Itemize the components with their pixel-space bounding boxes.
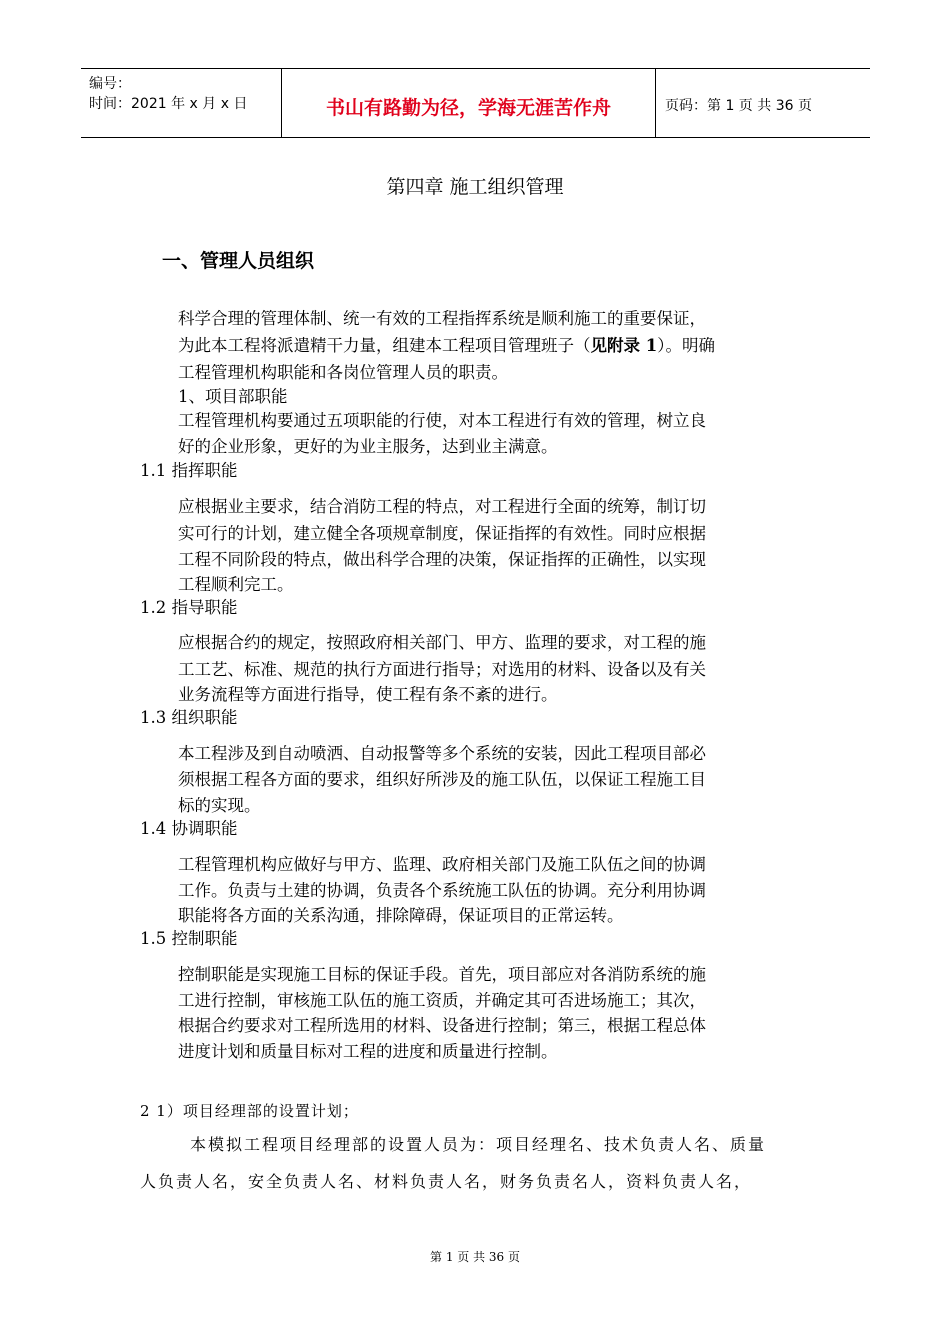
subsection-line: 应根据业主要求，结合消防工程的特点，对工程进行全面的统筹，制订切 — [178, 497, 706, 516]
subsection-line: 工作。负责与土建的协调，负责各个系统施工队伍的协调。充分利用协调 — [178, 881, 706, 900]
page-label: 页码：第 1 页 共 36 页 — [665, 98, 812, 114]
number-label: 编号： — [89, 76, 131, 92]
page-footer: 第 1 页 共 36 页 — [430, 1250, 520, 1264]
subsection-line: 标的实现。 — [178, 796, 261, 815]
subsection-heading: 1.4 协调职能 — [140, 819, 238, 838]
subsection-line: 工程管理机构应做好与甲方、监理、政府相关部门及施工队伍之间的协调 — [178, 855, 706, 874]
subsection-line: 工工艺、标准、规范的执行方面进行指导；对选用的材料、设备以及有关 — [178, 660, 706, 679]
item2-heading: 2 1）项目经理部的设置计划； — [140, 1102, 359, 1120]
subsection-line: 业务流程等方面进行指导，使工程有条不紊的进行。 — [178, 685, 558, 704]
intro-line-3: 工程管理机构职能和各岗位管理人员的职责。 — [178, 363, 508, 382]
date-label: 时间：2021 年 x 月 x 日 — [89, 96, 248, 112]
subsection-heading: 1.3 组织职能 — [140, 708, 238, 727]
item1-line: 工程管理机构要通过五项职能的行使，对本工程进行有效的管理，树立良 — [178, 411, 706, 430]
motto: 书山有路勤为径，学海无涯苦作舟 — [325, 97, 611, 119]
subsection-line: 工程不同阶段的特点，做出科学合理的决策，保证指挥的正确性，以实现 — [178, 550, 706, 569]
subsection-heading: 1.5 控制职能 — [140, 929, 238, 948]
section-title: 一、管理人员组织 — [162, 250, 315, 272]
header-info-cell — [81, 69, 281, 137]
subsection-line: 工程顺利完工。 — [178, 575, 294, 594]
subsection-line: 本工程涉及到自动喷洒、自动报警等多个系统的安装，因此工程项目部必 — [178, 744, 706, 763]
page-header — [81, 68, 870, 138]
header-page-cell — [655, 69, 870, 137]
chapter-title: 第四章 施工组织管理 — [386, 176, 564, 198]
subsection-line: 工进行控制，审核施工队伍的施工资质，并确定其可否进场施工；其次， — [178, 991, 706, 1010]
subsection-line: 进度计划和质量目标对工程的进度和质量进行控制。 — [178, 1042, 558, 1061]
item2-line-1: 本模拟工程项目经理部的设置人员为：项目经理名、技术负责人名、质量 — [190, 1135, 767, 1154]
subsection-line: 实可行的计划，建立健全各项规章制度，保证指挥的有效性。同时应根据 — [178, 524, 706, 543]
subsection-line: 控制职能是实现施工目标的保证手段。首先，项目部应对各消防系统的施 — [178, 965, 706, 984]
item1-line: 好的企业形象，更好的为业主服务，达到业主满意。 — [178, 437, 558, 456]
subsection-line: 应根据合约的规定，按照政府相关部门、甲方、监理的要求，对工程的施 — [178, 633, 706, 652]
intro-line-2: 为此本工程将派遣精干力量，组建本工程项目管理班子（见附录 1）。明确 — [178, 336, 715, 355]
item2-line-2: 人负责人名，安全负责人名、材料负责人名，财务负责名人，资料负责人名， — [140, 1172, 753, 1191]
item1-heading: 1、项目部职能 — [178, 387, 288, 406]
header-motto-cell — [281, 69, 656, 137]
subsection-line: 须根据工程各方面的要求，组织好所涉及的施工队伍，以保证工程施工目 — [178, 770, 706, 789]
subsection-line: 根据合约要求对工程所选用的材料、设备进行控制；第三，根据工程总体 — [178, 1016, 706, 1035]
subsection-line: 职能将各方面的关系沟通，排除障碍，保证项目的正常运转。 — [178, 906, 624, 925]
appendix-ref: 见附录 1 — [590, 336, 658, 355]
subsection-heading: 1.2 指导职能 — [140, 598, 238, 617]
subsection-heading: 1.1 指挥职能 — [140, 461, 238, 480]
intro-line-1: 科学合理的管理体制、统一有效的工程指挥系统是顺利施工的重要保证， — [178, 309, 706, 328]
